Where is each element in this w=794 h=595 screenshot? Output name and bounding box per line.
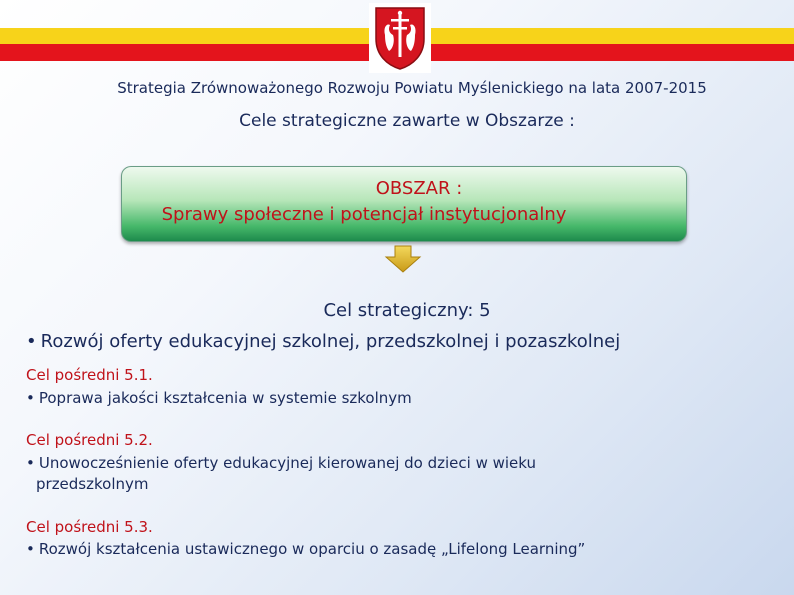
subgoal-title-2: Cel pośredni 5.2.: [26, 431, 153, 449]
subgoal-description-1: Poprawa jakości kształcenia w systemie szkolnym: [38, 389, 412, 407]
bullet: •: [26, 540, 35, 558]
subgoal-text-3: [26, 539, 766, 560]
coat-of-arms-icon: [373, 5, 427, 71]
bullet: •: [26, 454, 35, 472]
strategic-goal-text: [26, 331, 786, 352]
arrow-down-icon: [384, 245, 422, 273]
bullet: •: [26, 389, 35, 407]
area-label: OBSZAR :: [375, 178, 463, 199]
subgoal-description-2: Unowocześnienie oferty edukacyjnej kierowanej do dzieci w wieku: [38, 454, 537, 472]
subgoal-title-1: Cel pośredni 5.1.: [26, 366, 153, 384]
area-name: Sprawy społeczne i potencjał instytucjonalny: [161, 204, 567, 225]
area-box: [121, 166, 687, 242]
subgoal-title-3: Cel pośredni 5.3.: [26, 518, 153, 536]
section-subheading: Cele strategiczne zawarte w Obszarze :: [239, 111, 575, 131]
subgoal-description-3: Rozwój kształcenia ustawicznego w oparciu o zasadę „Lifelong Learning”: [38, 540, 586, 558]
bullet: •: [26, 331, 37, 352]
subgoal-text-1: [26, 388, 766, 409]
strategic-goal-title: Cel strategiczny: 5: [323, 300, 491, 321]
strategic-goal-description: Rozwój oferty edukacyjnej szkolnej, przedszkolnej i pozaszkolnej: [40, 331, 621, 352]
subgoal-text-2: [26, 453, 766, 495]
subgoal-description-2-cont: przedszkolnym: [36, 475, 149, 493]
crest-container: [369, 3, 431, 73]
document-title: Strategia Zrównoważonego Rozwoju Powiatu Myślenickiego na lata 2007-2015: [117, 79, 707, 97]
